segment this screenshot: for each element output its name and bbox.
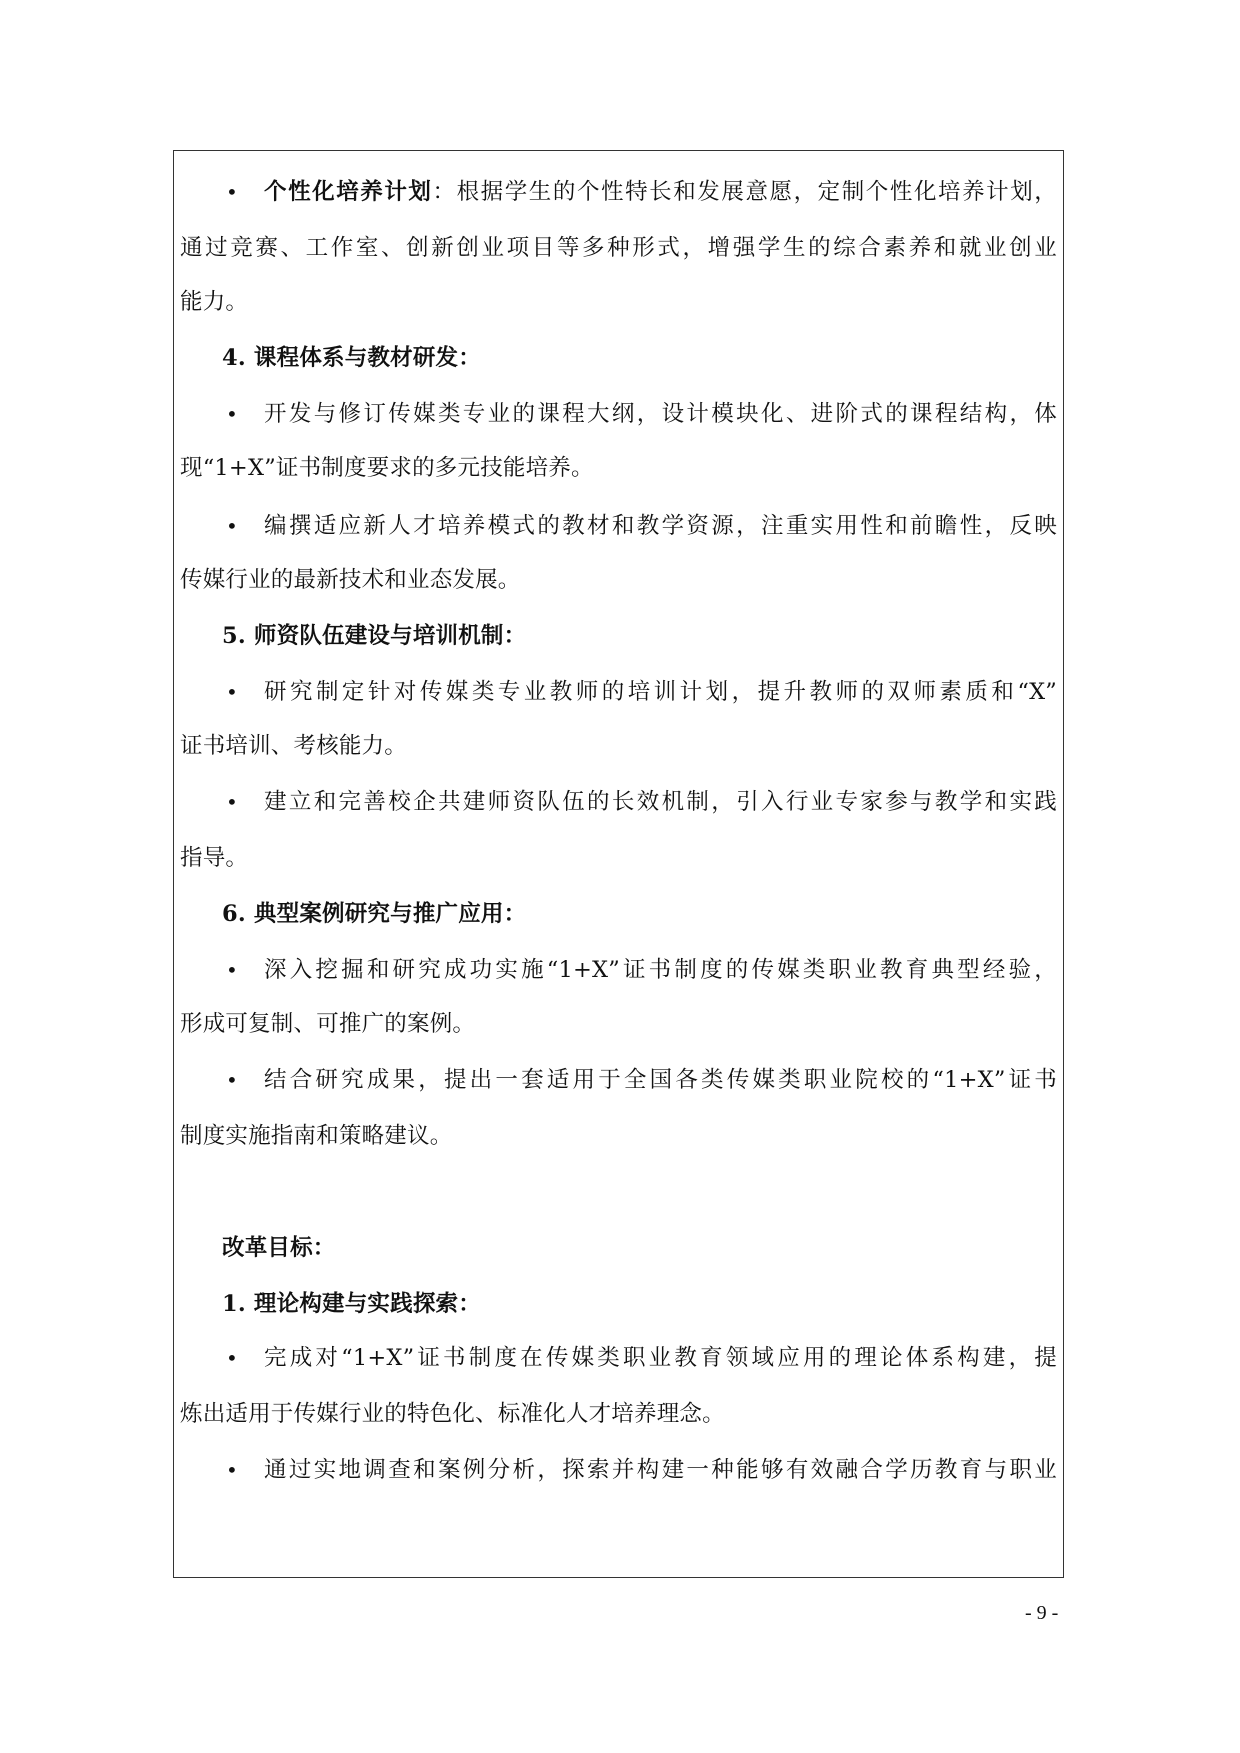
bullet-mark: • <box>226 180 238 204</box>
bullet-line: 结合研究成果，提出一套适用于全国各类传媒类职业院校的“1+X”证书 <box>264 1067 1057 1093</box>
bullet-mark: • <box>226 790 238 814</box>
section-heading: 4. 课程体系与教材研发： <box>222 345 481 371</box>
bullet-line: 深入挖掘和研究成功实施“1+X”证书制度的传媒类职业教育典型经验， <box>264 957 1057 983</box>
bullet-line <box>264 177 1057 207</box>
bullet-mark: • <box>226 514 238 538</box>
section-heading: 1. 理论构建与实践探索： <box>222 1291 481 1317</box>
bullet-mark: • <box>226 958 238 982</box>
bullet-line: 完成对“1+X”证书制度在传媒类职业教育领域应用的理论体系构建，提 <box>264 1345 1057 1371</box>
section-heading: 6. 典型案例研究与推广应用： <box>222 901 527 927</box>
section-heading: 5. 师资队伍建设与培训机制： <box>222 623 527 649</box>
bullet-mark: • <box>226 1458 238 1482</box>
bullet-mark: • <box>226 1346 238 1370</box>
bullet-line: 传媒行业的最新技术和业态发展。 <box>180 567 521 593</box>
bullet-line: 制度实施指南和策略建议。 <box>180 1123 453 1149</box>
bullet-line: 能力。 <box>180 289 249 315</box>
bold-term: 个性化培养计划 <box>264 179 433 205</box>
bullet-line: 通过实地调查和案例分析，探索并构建一种能够有效融合学历教育与职业 <box>264 1457 1057 1483</box>
bullet-line: 现“1+X”证书制度要求的多元技能培养。 <box>180 455 594 481</box>
bullet-line: 指导。 <box>180 845 249 871</box>
page-number: - 9 - <box>1025 1602 1059 1624</box>
line-text: ：根据学生的个性特长和发展意愿，定制个性化培养计划， <box>432 179 1058 205</box>
bullet-mark: • <box>226 680 238 704</box>
bullet-line: 研究制定针对传媒类专业教师的培训计划，提升教师的双师素质和“X” <box>264 679 1057 705</box>
bullet-line: 建立和完善校企共建师资队伍的长效机制，引入行业专家参与教学和实践 <box>264 789 1057 815</box>
section-heading: 改革目标： <box>222 1235 336 1261</box>
bullet-mark: • <box>226 402 238 426</box>
bullet-line: 炼出适用于传媒行业的特色化、标准化人才培养理念。 <box>180 1401 725 1427</box>
bullet-line: 开发与修订传媒类专业的课程大纲，设计模块化、进阶式的课程结构，体 <box>264 401 1057 427</box>
content-table-cell <box>173 150 1064 1578</box>
bullet-line: 通过竞赛、工作室、创新创业项目等多种形式，增强学生的综合素养和就业创业 <box>180 235 1057 261</box>
bullet-line: 证书培训、考核能力。 <box>180 733 408 759</box>
bullet-mark: • <box>226 1068 238 1092</box>
bullet-line: 编撰适应新人才培养模式的教材和教学资源，注重实用性和前瞻性，反映 <box>264 513 1057 539</box>
bullet-line: 形成可复制、可推广的案例。 <box>180 1011 476 1037</box>
